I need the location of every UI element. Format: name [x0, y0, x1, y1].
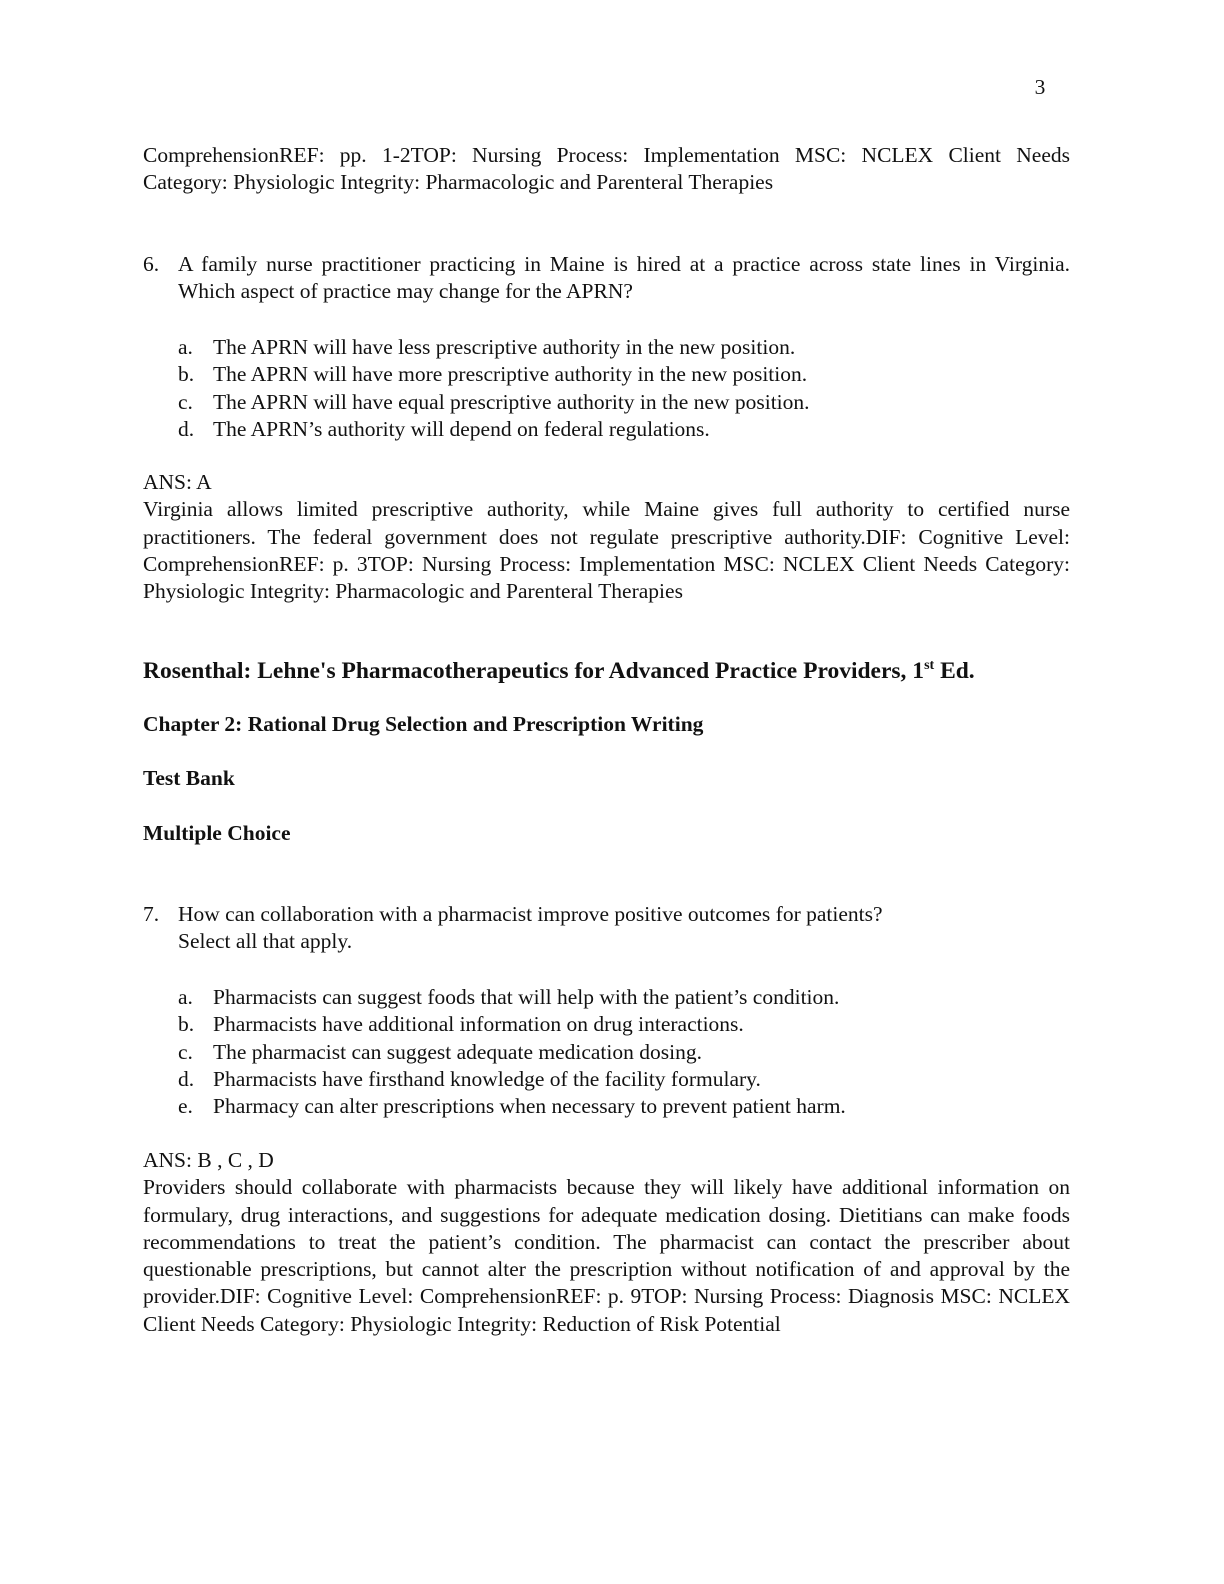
chapter-heading: Chapter 2: Rational Drug Selection and Prescription Writing — [143, 712, 704, 736]
book-title-superscript: st — [924, 658, 935, 673]
option-letter: d. — [178, 416, 195, 441]
option-text: The APRN will have more prescriptive authority in the new position. — [213, 362, 808, 387]
option-b — [178, 361, 1068, 388]
option-text: Pharmacy can alter prescriptions when necessary to prevent patient harm. — [213, 1094, 846, 1119]
answer-key: ANS: B , C , D — [143, 1148, 274, 1172]
rationale: Virginia allows limited prescriptive authority, while Maine gives full authority to certified nurse practitioners. The federal government does not regulate prescriptive authority.DIF: Cognitive Level: ComprehensionREF: p. 3TOP: Nursing Process: Implementation MSC: NCLEX Client Needs Category: Physiologic Integrity: Pharmacologic and Parenteral Therapies — [143, 497, 1070, 604]
option-text: Pharmacists can suggest foods that will help with the patient’s condition. — [213, 985, 840, 1009]
question-7-answer-block — [143, 1147, 1070, 1338]
option-e — [178, 1093, 1068, 1120]
answer-key: ANS: A — [143, 470, 212, 494]
option-a — [178, 984, 1068, 1011]
option-letter: c. — [178, 1039, 193, 1064]
question-instruction: Select all that apply. — [178, 929, 353, 954]
question-7 — [143, 901, 1070, 956]
option-text: The pharmacist can suggest adequate medication dosing. — [213, 1039, 702, 1064]
question-7-options — [178, 984, 1068, 1120]
option-c — [178, 1039, 1068, 1066]
book-title — [143, 656, 1073, 686]
page-number: 3 — [1034, 75, 1046, 99]
option-letter: b. — [178, 1012, 195, 1037]
option-text: The APRN will have equal prescriptive authority in the new position. — [213, 389, 810, 414]
option-letter: b. — [178, 362, 195, 387]
option-letter: a. — [178, 335, 193, 359]
continuation-text: ComprehensionREF: pp. 1-2TOP: Nursing Process: Implementation MSC: NCLEX Client Needs Category: Physiologic Integrity: Pharmacologic and Parenteral Therapies — [143, 143, 1070, 195]
option-letter: a. — [178, 985, 193, 1009]
rationale: Providers should collaborate with pharmacists because they will likely have additional information on formulary, drug interactions, and suggestions for adequate medication dosing. Dietitians can make foods recommendations to treat the patient’s condition. The pharmacist can contact the prescriber about questionable prescriptions, but cannot alter the prescription without notification of and approval by the provider.DIF: Cognitive Level: ComprehensionREF: p. 9TOP: Nursing Process: Diagnosis MSC: NCLEX Client Needs Category: Physiologic Integrity: Reduction of Risk Potential — [143, 1175, 1070, 1336]
option-c — [178, 389, 1068, 416]
question-6-answer-block — [143, 469, 1070, 605]
option-d — [178, 416, 1068, 443]
question-6 — [143, 251, 1070, 306]
question-stem: A family nurse practitioner practicing in Maine is hired at a practice across state lines in Virginia. Which aspect of practice may change for the APRN? — [178, 252, 1070, 304]
option-letter: c. — [178, 389, 193, 414]
option-text: Pharmacists have additional information on drug interactions. — [213, 1012, 744, 1037]
option-b — [178, 1011, 1068, 1038]
option-text: The APRN’s authority will depend on federal regulations. — [213, 416, 710, 441]
question-number: 6. — [143, 252, 160, 276]
test-bank-heading: Test Bank — [143, 766, 235, 790]
question-stem-block — [178, 901, 1070, 956]
continuation-rationale — [143, 142, 1070, 197]
book-title-edition: Ed. — [934, 658, 975, 684]
option-a — [178, 334, 1068, 361]
question-number: 7. — [143, 902, 160, 926]
option-text: The APRN will have less prescriptive authority in the new position. — [213, 335, 796, 359]
question-stem: How can collaboration with a pharmacist improve positive outcomes for patients? — [178, 902, 883, 926]
question-6-options — [178, 334, 1068, 443]
option-text: Pharmacists have firsthand knowledge of the facility formulary. — [213, 1066, 761, 1091]
book-title-text: Rosenthal: Lehne's Pharmacotherapeutics for Advanced Practice Providers, 1 — [143, 658, 925, 684]
option-letter: d. — [178, 1066, 195, 1091]
section-heading: Multiple Choice — [143, 821, 291, 845]
option-letter: e. — [178, 1094, 193, 1119]
option-d — [178, 1066, 1068, 1093]
